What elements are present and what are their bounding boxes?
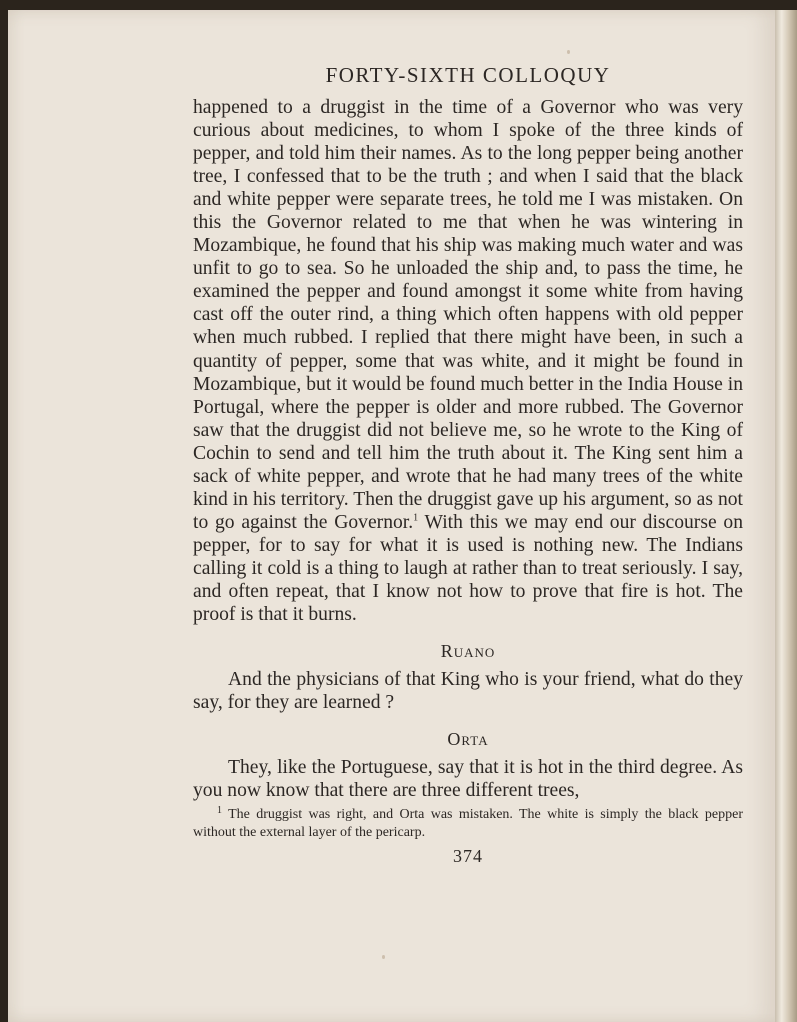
page-content: [193, 62, 743, 867]
speaker-name: Orta: [447, 729, 489, 750]
footnote-text: The druggist was right, and Orta was mistaken. The white is simply the black pepper without the external layer of the pericarp.: [193, 807, 743, 841]
footnote-reference: 1: [413, 512, 419, 524]
speaker-name: Ruano: [440, 641, 496, 662]
page-edge: [775, 10, 797, 1022]
body-paragraph: [193, 96, 743, 626]
paragraph-text: happened to a druggist in the time of a Governor who was very curious about medicines, to whom I spoke of the three kinds of pepper, and told him their names. As to the long pepper being another tree, I confessed that to be the truth ; and when I said that the black and white pepper were separate trees, he told me I was mistaken. On this the Governor related to me that when he was wintering in Mozambique, he found that his ship was making much water and was unfit to go to sea. So he unloaded the ship and, to pass the time, he examined the pepper and found amongst it some white from having cast off the outer rind, a thing which often happens with old pepper when much rubbed. I replied that there might have been, in such a quantity of pepper, some that was white, and it might be found in Mozambique, but it would be found much better in the India House in Portugal, where the pepper is older and more rubbed. The Governor saw that the druggist did not believe me, so he wrote to the King of Cochin to send and tell him the truth about it. The King sent him a sack of white pepper, and wrote that he had many trees of the white kind in his territory. Then the druggist gave up his argument, so as not to go against the Governor.: [193, 97, 743, 533]
paper-speck: [382, 955, 385, 959]
page-number: 374: [453, 846, 483, 867]
body-paragraph: And the physicians of that King who is your friend, what do they say, for they are learned ?: [193, 669, 743, 714]
paper-speck: [567, 50, 570, 54]
footnote: $^1$ The druggist was right, and Orta was mistaken. The white is simply the black pepper without the external layer of the pericarp.: [193, 804, 743, 841]
running-head: FORTY-SIXTH COLLOQUY: [325, 63, 611, 87]
paragraph-text: With this we may end our discourse on pepper, for to say for what it is used is nothing new. The Indians calling it cold is a thing to laugh at rather than to treat seriously. I say, and often repeat, that I know not how to prove that fire is hot. The proof is that it burns.: [193, 511, 743, 626]
body-paragraph: They, like the Portuguese, say that it is hot in the third degree. As you now know that there are three different trees,: [193, 757, 743, 802]
